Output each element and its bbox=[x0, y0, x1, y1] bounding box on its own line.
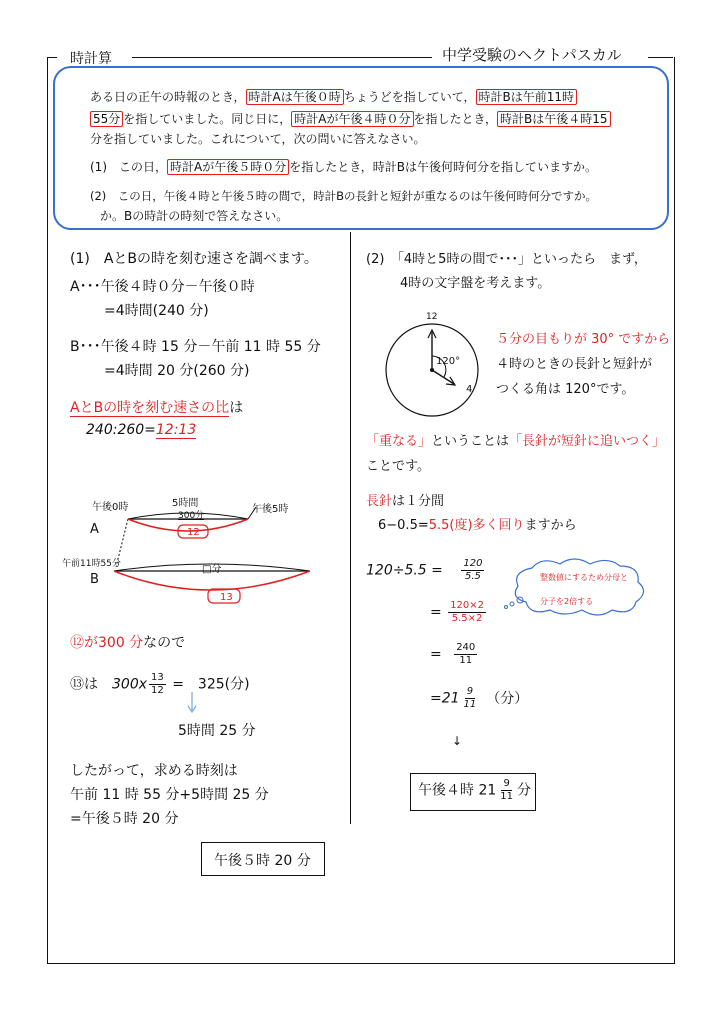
right-r3: ５分の目もりが 30° ですから bbox=[496, 332, 671, 347]
calc-diff: 6−0.5= bbox=[378, 518, 429, 533]
unit-minutes: （分） bbox=[486, 690, 529, 707]
left-l5: =4時間 20 分(260 分) bbox=[104, 363, 250, 379]
denominator: 5.5 bbox=[464, 571, 481, 582]
cloud-text-2: 分子を2倍する bbox=[540, 597, 594, 606]
right-r4: ４時のときの長針と短針が bbox=[496, 357, 653, 372]
diagram-a-mid: 5時間 bbox=[172, 498, 199, 509]
fraction-13-12 bbox=[149, 672, 166, 697]
down-arrow: ↓ bbox=[452, 734, 463, 748]
highlight: 時計Bは午後４時15 bbox=[497, 111, 611, 127]
diagram-b-left: 午前11時55分 bbox=[62, 559, 121, 569]
overlap-term: 「重なる」 bbox=[366, 434, 432, 449]
question-2 bbox=[90, 188, 597, 204]
numerator: 13 bbox=[151, 672, 164, 683]
highlight: 55分 bbox=[90, 111, 123, 127]
question-1 bbox=[90, 158, 597, 175]
extra-degrees: 5.5(度)多く回り bbox=[428, 518, 525, 533]
right-r6 bbox=[366, 430, 665, 449]
diagram-b-mid: □分 bbox=[202, 564, 222, 575]
left-l8 bbox=[70, 632, 185, 652]
question-2-cont: か。Bの時計の時刻で答えなさい。 bbox=[100, 209, 289, 223]
fraction-120-5.5 bbox=[461, 558, 484, 583]
problem-line-3: 分を指していました。これについて，次の問いに答えなさい。 bbox=[90, 132, 426, 146]
calc-expr: 120÷5.5 = bbox=[366, 562, 443, 579]
answer-suffix: 分 bbox=[517, 782, 531, 799]
problem-text: を指したとき，時計Bは午後何時何分を指していますか。 bbox=[289, 160, 598, 174]
connector-text: ということは bbox=[431, 434, 510, 449]
catch-up-term: 「長針が短針に追いつく」 bbox=[509, 434, 666, 449]
clock-label-4: 4 bbox=[466, 384, 473, 395]
fraction-answer bbox=[498, 778, 515, 803]
clock-face bbox=[380, 312, 490, 422]
diagram-a-num: 12 bbox=[187, 527, 200, 538]
left-l11: したがって，求める時刻は bbox=[70, 763, 238, 779]
long-hand-term: 長針 bbox=[366, 494, 393, 509]
header-line-left bbox=[47, 57, 57, 58]
fraction-doubled bbox=[448, 600, 486, 625]
problem-text: を指したとき， bbox=[413, 112, 498, 126]
numerator: 120 bbox=[463, 558, 483, 569]
highlight: 時計Aが午後４時０分 bbox=[291, 111, 413, 127]
denominator: 11 bbox=[459, 655, 473, 666]
answer-2 bbox=[418, 778, 531, 803]
cloud-text-1: 整数値にするため分母と bbox=[540, 573, 628, 582]
equals-sign: = bbox=[430, 604, 442, 621]
highlight: 時計Aは午後０時 bbox=[246, 89, 344, 105]
right-r7: ことです。 bbox=[366, 459, 430, 474]
left-l6 bbox=[70, 397, 243, 417]
problem-text: ある日の正午の時報のとき， bbox=[90, 90, 246, 104]
numerator: 9 bbox=[466, 686, 474, 697]
highlight: 時計Aが午後５時０分 bbox=[167, 159, 289, 175]
header-line-mid bbox=[132, 57, 432, 58]
suffix-text: ますから bbox=[524, 518, 577, 533]
ratio-expr: 240:260= bbox=[86, 422, 156, 438]
header-title-left: 時計算 bbox=[70, 51, 112, 67]
calc-line-1 bbox=[366, 558, 486, 583]
clock-label-12: 12 bbox=[426, 312, 438, 322]
right-r8 bbox=[366, 490, 444, 509]
left-l9 bbox=[70, 672, 250, 697]
mixed-whole: =21 bbox=[430, 690, 460, 707]
calc-line-3 bbox=[430, 642, 479, 667]
fraction-240-11 bbox=[454, 642, 477, 667]
numerator: 240 bbox=[456, 642, 476, 653]
diagram-label-a: A bbox=[90, 522, 99, 537]
denominator: 5.5×2 bbox=[451, 613, 483, 624]
equals-sign: = bbox=[430, 646, 442, 663]
right-r9 bbox=[378, 514, 577, 533]
numerator: 9 bbox=[503, 778, 510, 789]
column-divider bbox=[350, 232, 351, 824]
header-title-right: 中学受験のヘクトパスカル bbox=[442, 46, 622, 64]
denominator: 12 bbox=[151, 685, 164, 696]
reason-text: なので bbox=[143, 635, 186, 651]
answer-1: 午後５時 20 分 bbox=[214, 853, 311, 869]
circled-12: ⑫が bbox=[70, 635, 98, 651]
per-minute-text: は１分間 bbox=[392, 494, 445, 509]
left-l13: =午後５時 20 分 bbox=[70, 811, 179, 827]
question-number: (1) bbox=[90, 160, 107, 174]
thought-cloud bbox=[502, 556, 652, 618]
left-l1: (1) AとBの時を刻む速さを調べます。 bbox=[70, 251, 318, 267]
calc-300x: 300x bbox=[112, 676, 148, 693]
left-l3: =4時間(240 分) bbox=[104, 303, 209, 319]
denominator: 11 bbox=[500, 791, 513, 802]
problem-line-1 bbox=[90, 88, 577, 105]
clock-angle: 120° bbox=[436, 356, 461, 367]
problem-text: ちょうどを指していて， bbox=[343, 90, 476, 104]
calc-line-2 bbox=[430, 600, 488, 625]
minutes-300: 300 分 bbox=[98, 635, 144, 651]
ratio-heading-suffix: は bbox=[229, 400, 244, 416]
calc-line-4 bbox=[430, 686, 528, 711]
diagram-a-left: 午後0時 bbox=[92, 502, 129, 513]
problem-text: この日， bbox=[119, 160, 168, 174]
fraction-9-11 bbox=[462, 686, 479, 711]
left-l2: A･･･午後４時０分－午後０時 bbox=[70, 279, 255, 295]
header-line-right bbox=[648, 57, 673, 58]
calc-result: = 325(分) bbox=[172, 676, 250, 693]
right-r1: (2) 「4時と5時の間で･･･」といったら まず， bbox=[366, 252, 647, 267]
left-l7 bbox=[86, 422, 196, 438]
left-l10: 5時間 25 分 bbox=[178, 723, 256, 739]
diagram-label-b: B bbox=[90, 572, 99, 587]
left-l12: 午前 11 時 55 分+5時間 25 分 bbox=[70, 787, 269, 803]
diagram-a-right: 午後5時 bbox=[252, 504, 289, 515]
problem-text: を指していました。同じ日に， bbox=[123, 112, 292, 126]
denominator: 11 bbox=[463, 699, 477, 710]
answer-prefix: 午後４時 21 bbox=[418, 782, 497, 799]
down-arrow-blue bbox=[186, 692, 198, 716]
problem-text: この日，午後４時と午後５時の間で，時計Bの長針と短針が重なるのは午後何時何分ですか。 bbox=[117, 189, 597, 203]
right-r5: つくる角は 120°です。 bbox=[496, 382, 635, 397]
diagram-b-num: 13 bbox=[220, 592, 233, 603]
numerator: 120×2 bbox=[450, 600, 485, 611]
ratio-heading: AとBの時を刻む速さの比 bbox=[70, 400, 230, 416]
question-number: (2) bbox=[90, 189, 107, 203]
circled-13: ⑬は bbox=[70, 676, 98, 693]
left-l4: B･･･午後４時 15 分－午前 11 時 55 分 bbox=[70, 339, 321, 355]
problem-line-2 bbox=[90, 110, 611, 127]
ratio-result: 12:13 bbox=[155, 422, 197, 438]
right-r2: 4時の文字盤を考えます。 bbox=[400, 276, 551, 291]
diagram-a-mid2: 300分 bbox=[178, 511, 205, 521]
highlight: 時計Bは午前11時 bbox=[476, 89, 578, 105]
